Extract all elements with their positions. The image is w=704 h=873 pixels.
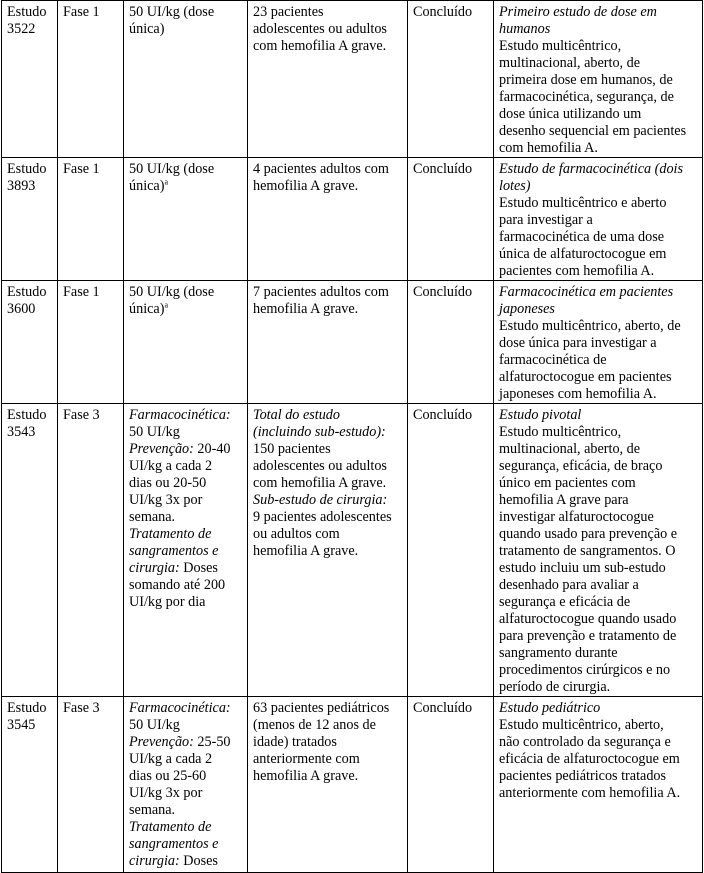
dose-line [129, 819, 243, 836]
dose-line [129, 526, 243, 543]
description-line: sangramento durante [499, 645, 618, 661]
dose-line [129, 441, 243, 458]
study-id-line: Estudo [7, 4, 47, 20]
study-id-line: Estudo [7, 284, 47, 300]
footnote-marker: a [164, 300, 169, 310]
status-label: Concluído [413, 407, 473, 423]
description-title-line: Primeiro estudo de dose em [499, 4, 657, 20]
description-cell [494, 281, 703, 404]
description-title-line: japoneses [499, 301, 555, 317]
dose-cell [124, 1, 248, 158]
study-cell [2, 158, 58, 281]
dose-text: sangramentos e [129, 836, 219, 852]
dose-line [129, 734, 243, 751]
description-cell [494, 1, 703, 158]
phase-cell [58, 1, 124, 158]
dose-text: UI/kg por dia [129, 594, 206, 610]
description-line: eficácia de alfaturoctocogue em [499, 751, 680, 767]
population-cell [248, 158, 408, 281]
dose-text: Farmacocinética: [129, 407, 231, 423]
dose-cell [124, 404, 248, 697]
description-title-line: Estudo de farmacocinética (dois [499, 161, 684, 177]
phase-cell [58, 697, 124, 873]
dose-line [129, 4, 243, 21]
population-line: ou adultos com [253, 526, 340, 542]
dose-line [129, 768, 243, 785]
population-line: 63 pacientes pediátricos [253, 700, 390, 716]
population-line: hemofilia A grave. [253, 543, 359, 559]
population-line: 23 pacientes [253, 4, 324, 20]
dose-line [129, 458, 243, 475]
dose-text: 50 UI/kg (dose [129, 161, 215, 177]
population-line: Sub-estudo de cirurgia: [253, 492, 388, 508]
dose-text: Tratamento de [129, 819, 212, 835]
population-line: 4 pacientes adultos com [253, 161, 389, 177]
dose-text: Farmacocinética: [129, 700, 231, 716]
dose-line [129, 178, 243, 195]
dose-text: UI/kg a cada 2 [129, 751, 213, 767]
description-line: desenho sequencial em pacientes [499, 123, 687, 139]
dose-text: 50 UI/kg (dose [129, 4, 215, 20]
description-line: Estudo multicêntrico, aberto, de [499, 318, 681, 334]
dose-cell [124, 281, 248, 404]
phase-label: Fase 3 [63, 700, 100, 716]
description-line: alfaturoctocogue em pacientes [499, 369, 672, 385]
study-cell [2, 281, 58, 404]
dose-line [129, 301, 243, 318]
table-row [2, 1, 703, 158]
dose-text: 50 UI/kg [129, 424, 180, 440]
dose-line [129, 284, 243, 301]
description-line: dose única para investigar a [499, 335, 657, 351]
study-id-line: 3543 [7, 424, 36, 440]
description-line: desenhado para avaliar a [499, 577, 639, 593]
study-cell [2, 1, 58, 158]
description-line: farmacocinética, segurança, de [499, 89, 674, 105]
population-line: 7 pacientes adultos com [253, 284, 389, 300]
dose-line [129, 492, 243, 509]
study-id-line: Estudo [7, 700, 47, 716]
population-line: com hemofilia A grave. [253, 38, 387, 54]
dose-text: única) [129, 301, 165, 317]
dose-line [129, 509, 243, 526]
description-line: para prevenção e tratamento de [499, 628, 677, 644]
description-line: pacientes com hemofilia A. [499, 263, 655, 279]
description-line: primeira dose em humanos, de [499, 72, 673, 88]
dose-text-rest: Doses [179, 560, 218, 576]
population-line: 9 pacientes adolescentes [253, 509, 392, 525]
clinical-studies-table [1, 0, 703, 873]
description-line: quando usado para prevenção e [499, 526, 678, 542]
status-label: Concluído [413, 284, 473, 300]
description-line: alfaturoctocogue quando usado [499, 611, 677, 627]
dose-line [129, 836, 243, 853]
description-line: para investigar a [499, 212, 593, 228]
dose-line [129, 424, 243, 441]
population-cell [248, 697, 408, 873]
dose-text: dias ou 20-50 [129, 475, 207, 491]
population-line: 150 pacientes [253, 441, 331, 457]
description-line: investigar alfaturoctocogue [499, 509, 654, 525]
study-id-line: Estudo [7, 407, 47, 423]
status-label: Concluído [413, 161, 473, 177]
study-id-line: Estudo [7, 161, 47, 177]
dose-text: cirurgia: [129, 560, 180, 576]
dose-line [129, 21, 243, 38]
description-line: Estudo multicêntrico, [499, 424, 622, 440]
study-cell [2, 697, 58, 873]
population-line: hemofilia A grave. [253, 301, 359, 317]
description-line: segurança e eficácia de [499, 594, 631, 610]
description-line: farmacocinética de [499, 352, 607, 368]
status-label: Concluído [413, 700, 473, 716]
dose-text: sangramentos e [129, 543, 219, 559]
population-cell [248, 404, 408, 697]
description-line: procedimentos cirúrgicos e no [499, 662, 671, 678]
description-line: Estudo multicêntrico, [499, 38, 622, 54]
dose-cell [124, 158, 248, 281]
description-title-line: humanos [499, 21, 551, 37]
population-line: anteriormente com [253, 751, 360, 767]
dose-line [129, 751, 243, 768]
phase-label: Fase 1 [63, 284, 100, 300]
dose-line [129, 802, 243, 819]
description-line: Estudo multicêntrico e aberto [499, 195, 667, 211]
population-line: adolescentes ou adultos [253, 458, 387, 474]
dose-text: Prevenção: [129, 734, 194, 750]
dose-text: semana. [129, 802, 176, 818]
dose-text-rest: Doses [179, 853, 218, 869]
study-id-line: 3893 [7, 178, 36, 194]
table-row [2, 158, 703, 281]
dose-line [129, 161, 243, 178]
footnote-marker: a [164, 177, 169, 187]
description-line: hemofilia A grave para [499, 492, 629, 508]
description-cell [494, 404, 703, 697]
phase-cell [58, 281, 124, 404]
phase-cell [58, 404, 124, 697]
phase-label: Fase 3 [63, 407, 100, 423]
population-line: adolescentes ou adultos [253, 21, 387, 37]
table-row [2, 281, 703, 404]
phase-label: Fase 1 [63, 161, 100, 177]
dose-line [129, 717, 243, 734]
dose-text: UI/kg 3x por [129, 785, 203, 801]
status-label: Concluído [413, 4, 473, 20]
dose-line [129, 543, 243, 560]
dose-line [129, 700, 243, 717]
population-line: hemofilia A grave. [253, 178, 359, 194]
dose-text: Tratamento de [129, 526, 212, 542]
description-title-line: lotes) [499, 178, 531, 194]
population-cell [248, 1, 408, 158]
description-title-line: Farmacocinética em pacientes [499, 284, 674, 300]
dose-text-rest: 25-50 [193, 734, 231, 750]
dose-line [129, 560, 243, 577]
status-cell [408, 697, 494, 873]
population-cell [248, 281, 408, 404]
population-line: com hemofilia A grave. [253, 475, 387, 491]
dose-line [129, 407, 243, 424]
status-cell [408, 404, 494, 697]
status-cell [408, 158, 494, 281]
description-line: pacientes pediátricos tratados [499, 768, 667, 784]
dose-text: única) [129, 178, 165, 194]
description-line: japoneses com hemofilia A. [499, 386, 657, 402]
dose-text: dias ou 25-60 [129, 768, 207, 784]
population-line: (menos de 12 anos de [253, 717, 376, 733]
description-line: única de alfaturoctocogue em [499, 246, 667, 262]
dose-line [129, 594, 243, 611]
dose-text: cirurgia: [129, 853, 180, 869]
description-line: período de cirurgia. [499, 679, 611, 695]
population-line: hemofilia A grave. [253, 768, 359, 784]
dose-text: UI/kg 3x por [129, 492, 203, 508]
status-cell [408, 281, 494, 404]
population-line: Total do estudo [253, 407, 340, 423]
description-cell [494, 697, 703, 873]
description-line: com hemofilia A. [499, 140, 598, 156]
study-id-line: 3522 [7, 21, 36, 37]
description-line: Estudo multicêntrico, aberto, [499, 717, 664, 733]
description-line: dose única utilizando um [499, 106, 642, 122]
dose-cell [124, 697, 248, 873]
dose-line [129, 785, 243, 802]
description-line: farmacocinética de uma dose [499, 229, 665, 245]
dose-line [129, 475, 243, 492]
status-cell [408, 1, 494, 158]
study-id-line: 3600 [7, 301, 36, 317]
dose-line [129, 577, 243, 594]
population-line: (incluindo sub-estudo): [253, 424, 386, 440]
dose-line [129, 853, 243, 870]
dose-text: UI/kg a cada 2 [129, 458, 213, 474]
description-title-line: Estudo pediátrico [499, 700, 601, 716]
table-body [2, 1, 703, 873]
phase-cell [58, 158, 124, 281]
description-line: estudo incluiu um sub-estudo [499, 560, 666, 576]
population-line: idade) tratados [253, 734, 337, 750]
table-row [2, 697, 703, 873]
study-cell [2, 404, 58, 697]
dose-text: somando até 200 [129, 577, 226, 593]
study-id-line: 3545 [7, 717, 36, 733]
dose-text: 50 UI/kg [129, 717, 180, 733]
dose-text: 50 UI/kg (dose [129, 284, 215, 300]
description-line: segurança, eficácia, de braço [499, 458, 663, 474]
description-line: multinacional, aberto, de [499, 55, 641, 71]
description-title-line: Estudo pivotal [499, 407, 582, 423]
phase-label: Fase 1 [63, 4, 100, 20]
dose-text: única) [129, 21, 165, 37]
description-line: tratamento de sangramentos. O [499, 543, 676, 559]
dose-text: Prevenção: [129, 441, 194, 457]
description-line: multinacional, aberto, de [499, 441, 641, 457]
table-row [2, 404, 703, 697]
description-line: único em pacientes com [499, 475, 636, 491]
dose-text: semana. [129, 509, 176, 525]
description-cell [494, 158, 703, 281]
dose-text-rest: 20-40 [193, 441, 231, 457]
description-line: não controlado da segurança e [499, 734, 671, 750]
description-line: anteriormente com hemofilia A. [499, 785, 681, 801]
